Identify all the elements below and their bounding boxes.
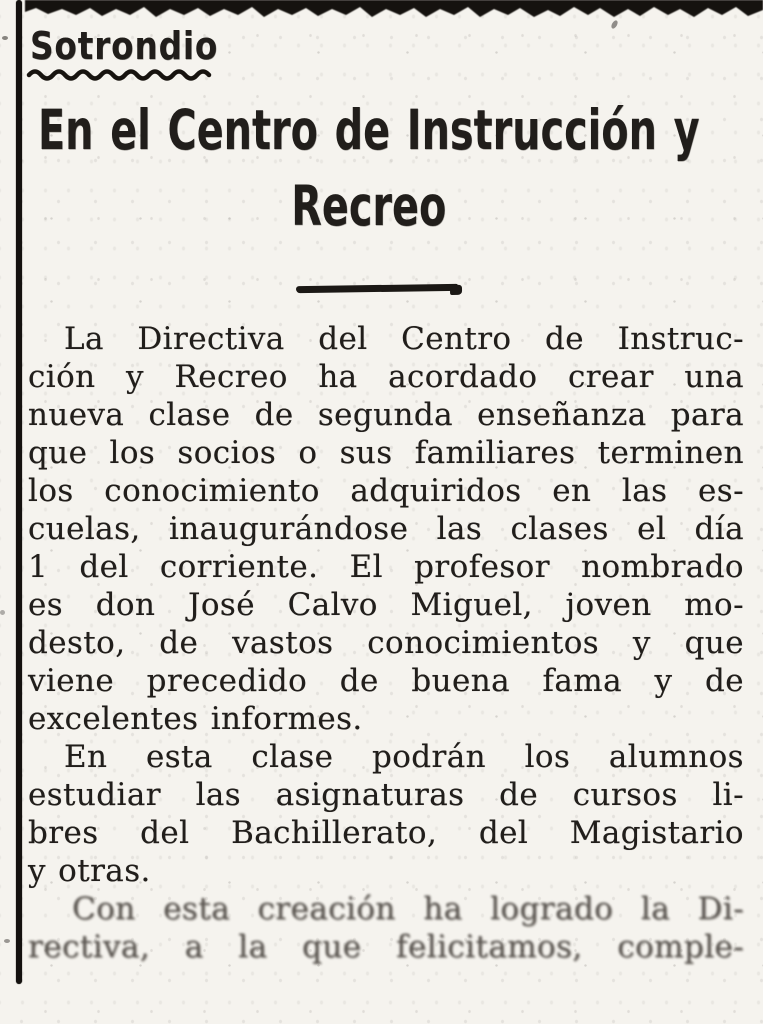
- body-line: estudiar las asignaturas de cursos li-: [28, 777, 744, 813]
- scan-speck: [0, 610, 5, 615]
- wavy-underline: [26, 66, 214, 82]
- scan-speck: [2, 36, 8, 40]
- body-line: excelentes informes.: [28, 701, 363, 737]
- article-body: [28, 320, 744, 966]
- paragraph-1: [28, 320, 744, 738]
- paragraph-3-faded: [28, 890, 744, 966]
- body-line: nueva clase de segunda enseñanza para: [28, 397, 744, 433]
- body-line: Con esta creación ha logrado la Di-: [72, 891, 744, 927]
- body-line: y otras.: [28, 853, 151, 889]
- paragraph-2: [28, 738, 744, 890]
- section-kicker: Sotrondio: [30, 24, 219, 68]
- torn-text-strip: [0, 0, 763, 24]
- article-headline: [38, 92, 700, 244]
- body-line: desto, de vastos conocimientos y que: [28, 625, 744, 661]
- body-line: viene precedido de buena fama y de: [28, 663, 744, 699]
- body-line: La Directiva del Centro de Instruc-: [64, 321, 744, 357]
- body-line: es don José Calvo Miguel, joven mo-: [28, 587, 744, 623]
- body-line: ción y Recreo ha acordado crear una: [28, 359, 744, 395]
- body-line: En esta clase podrán los alumnos: [64, 739, 744, 775]
- left-column-rule: [16, 0, 22, 984]
- headline-divider-rule: [296, 284, 458, 293]
- body-line: bres del Bachillerato, del Magistario: [28, 815, 744, 851]
- headline-line-1: En el Centro de Instrucción y: [38, 98, 700, 162]
- body-line: 1 del corriente. El profesor nombrado: [28, 549, 744, 585]
- headline-line-2: Recreo: [291, 174, 447, 238]
- scan-speck: [4, 939, 10, 943]
- body-line: cuelas, inaugurándose las clases el día: [28, 511, 744, 547]
- body-line: rectiva, a la que felicitamos, comple-: [28, 929, 744, 965]
- body-line: que los socios o sus familiares terminen: [28, 435, 744, 471]
- body-line: los conocimiento adquiridos en las es-: [28, 473, 744, 509]
